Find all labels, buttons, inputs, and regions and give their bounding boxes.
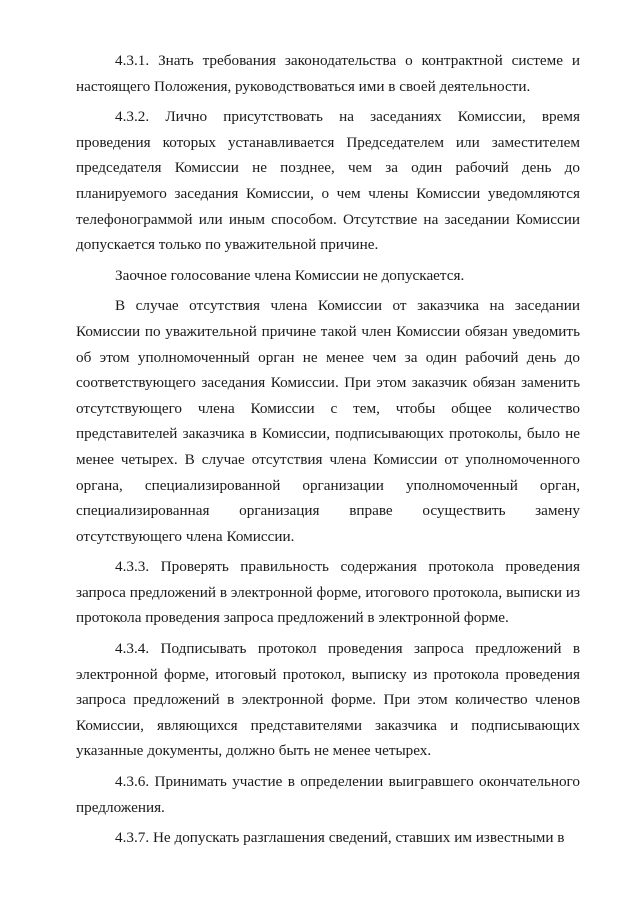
paragraph-4-3-7: 4.3.7. Не допускать разглашения сведений, ставших им известными в — [115, 829, 565, 847]
paragraph-4-3-2: 4.3.2. Лично присутствовать на заседаниях Комиссии, время проведения которых устанавливается Председателем или заместителем председателя Комиссии не позднее, чем за один рабочий день до планируемого заседания Комиссии, о чем члены Комиссии уведомляются телефонограммой или иным способом. Отсутствие на заседании Комиссии допускается только по уважительной причине. — [76, 108, 580, 254]
paragraph-4-3-3: 4.3.3. Проверять правильность содержания протокола проведения запроса предложений в электронной форме, итогового протокола, выписки из протокола проведения запроса предложений в электронной форме. — [76, 558, 580, 627]
paragraph-4-3-6: 4.3.6. Принимать участие в определении выигравшего окончательного предложения. — [76, 773, 580, 816]
paragraph-member-absence: В случае отсутствия члена Комиссии от заказчика на заседании Комиссии по уважительной причине такой член Комиссии обязан уведомить об этом уполномоченный орган не менее чем за один рабочий день до соответствующего заседания Комиссии. При этом заказчик обязан заменить отсутствующего члена Комиссии с тем, чтобы общее количество представителей заказчика в Комиссии, подписывающих протоколы, было не менее четырех. В случае отсутствия члена Комиссии от уполномоченного органа, специализированной организации уполномоченный орган, специализированная организация вправе осуществить замену отсутствующего члена Комиссии. — [76, 297, 580, 545]
paragraph-4-3-4: 4.3.4. Подписывать протокол проведения запроса предложений в электронной форме, итоговый протокол, выписку из протокола проведения запроса предложений в электронной форме. При этом количество членов Комиссии, являющихся представителями заказчика и подписывающих указанные документы, должно быть не менее четырех. — [76, 640, 580, 760]
document-page — [76, 48, 580, 856]
paragraph-4-3-1: 4.3.1. Знать требования законодательства о контрактной системе и настоящего Положения, руководствоваться ими в своей деятельности. — [76, 52, 580, 95]
paragraph-absentee-voting: Заочное голосование члена Комиссии не допускается. — [115, 266, 465, 284]
